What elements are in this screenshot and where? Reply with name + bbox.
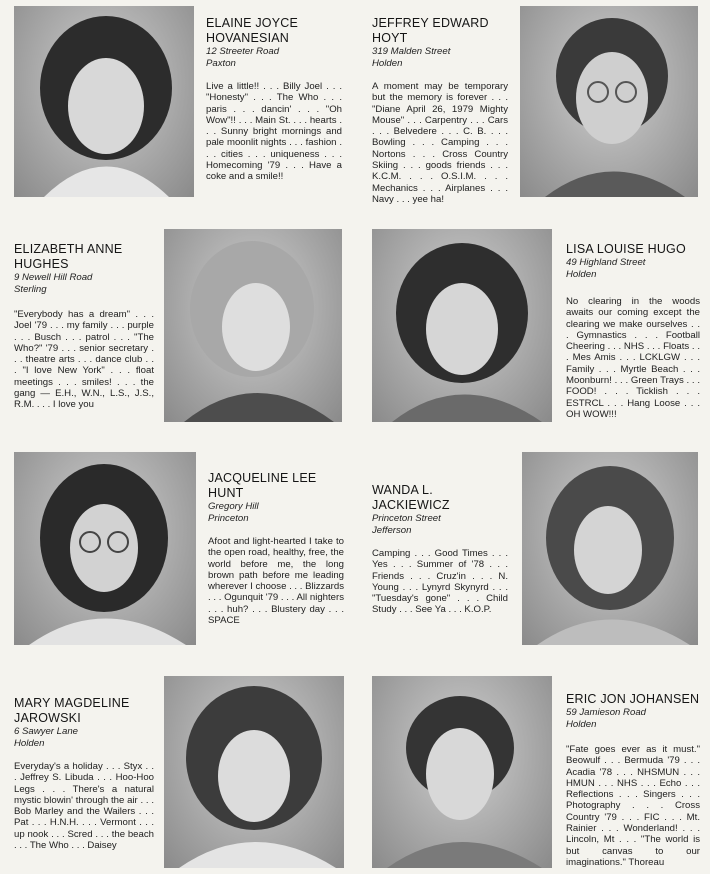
student-address: 6 Sawyer Lane Holden [14,726,78,749]
student-address: 59 Jamieson Road Holden [566,707,646,730]
entry-jarowski [14,696,154,851]
portrait-illustration [372,676,552,868]
entry-hoyt [372,16,508,205]
student-address: Gregory Hill Princeton [208,501,259,524]
portrait-photo-hunt [14,452,196,645]
student-bio: A moment may be temporary but the memory is forever . . . "Diane April 26, 1979 Mighty Mouse" . . . Carpentry . . . Cars . . . Belvedere . . . C. B. . . . Bowling . . . Camping . . . Nortons . . . Cross Country Skiing . . . goods friends . . . K.C.M. . . . O.S.I.M. . . . Mechanics . . . Airplanes . . . Navy . . . yee ha! [372,81,508,205]
student-address: 9 Newell Hill Road Sterling [14,272,93,295]
portrait-photo-johansen [372,676,552,868]
portrait-photo-jackiewicz [522,452,698,645]
portrait-photo-hoyt [520,6,698,197]
portrait-illustration [164,676,344,868]
student-bio: Afoot and light-hearted I take to the open road, healthy, free, the world before me, the long brown path before me leading wherever I choose . . . Blizzards . . . Ogunquit '79 . . . All nighters . . . huh? . . . Blustery day . . . SPACE [208,536,344,627]
portrait-illustration [14,6,194,197]
student-bio: Live a little!! . . . Billy Joel . . . "Honesty" . . . The Who . . . paris . . . dancin' . . . "Oh Wow"!! . . . Main St. . . . hearts . . . Sunny bright mornings and pale moonlit nights . . . fashion . . . cities . . . uniqueness . . . Homecoming '79 . . . Have a coke and a smile!! [206,81,342,183]
student-name: ERIC JON JOHANSEN [566,692,700,706]
student-name: WANDA L. JACKIEWICZ [372,483,450,512]
portrait-illustration [164,229,342,422]
entry-hugo [566,242,700,420]
portrait-photo-hughes [164,229,342,422]
portrait-illustration [520,6,698,197]
entry-johansen [566,692,700,868]
student-name: MARY MAGDELINE JAROWSKI [14,696,130,725]
student-address: Princeton Street Jefferson [372,513,441,536]
student-bio: Everyday's a holiday . . . Styx . . . Jeffrey S. Libuda . . . Hoo-Hoo Legs . . . There's a natural mystic blowin' through the air . . . Bob Marley and the Wailers . . . Pat . . . H.N.H. . . . Vermont . . . up nook . . . Scred . . . the beach . . . The Who . . . Daisey [14,761,154,852]
entry-hunt [208,471,344,626]
student-name: JACQUELINE LEE HUNT [208,471,317,500]
student-address: 49 Highland Street Holden [566,257,646,280]
student-bio: "Fate goes ever as it must." Beowulf . . . Bermuda '79 . . . Acadia '78 . . . NHSMUN . . . HMUN . . . NHS . . . Echo . . . Reflections . . . Singers . . . Photography . . . Cross Country '79 . . . FIC . . . Mt. Rainier . . . Wonderland! . . . Lincoln, Mt . . . "The world is but canvas to our imaginations." Thoreau [566,744,700,868]
student-name: ELIZABETH ANNE HUGHES [14,242,123,271]
portrait-photo-jarowski [164,676,344,868]
entry-hughes [14,242,154,411]
portrait-photo-hugo [372,229,552,422]
student-name: LISA LOUISE HUGO [566,242,686,256]
student-address: 319 Malden Street Holden [372,46,451,69]
student-address: 12 Streeter Road Paxton [206,46,280,69]
entry-hovanesian [206,16,342,183]
portrait-illustration [372,229,552,422]
portrait-illustration [522,452,698,645]
student-name: JEFFREY EDWARD HOYT [372,16,489,45]
entry-jackiewicz [372,483,508,616]
portrait-illustration [14,452,196,645]
student-bio: Camping . . . Good Times . . . Yes . . . Summer of '78 . . . Friends . . . Cruz'in . . . N. Young . . . Lynyrd Skynyrd . . . "Tuesday's gone" . . . Child Study . . . See Ya . . . K.O.P. [372,548,508,616]
student-bio: "Everybody has a dream" . . . Joel '79 . . . my family . . . purple . . . Busch . . . patrol . . . "The Who?" '79 . . . senior secretary . . . theatre arts . . . dance club . . . "I love New York" . . . float meetings . . . smiles! . . . the gang — E.H., W.N., L.S., J.S., R.M. . . . I love you [14,309,154,411]
student-bio: No clearing in the woods awaits our coming except the clearing we make ourselves . . . Gymnastics . . . Football Cheering . . . NHS . . . Floats . . . Mes Amis . . . LCKLGW . . . Family . . . Myrtle Beach . . . Moonburn! . . . Green Trays . . . FOOD! . . . Ticklish . . . ESTRCL . . . Hang Loose . . . OH WOW!!! [566,296,700,420]
student-name: ELAINE JOYCE HOVANESIAN [206,16,299,45]
portrait-photo-hovanesian [14,6,194,197]
